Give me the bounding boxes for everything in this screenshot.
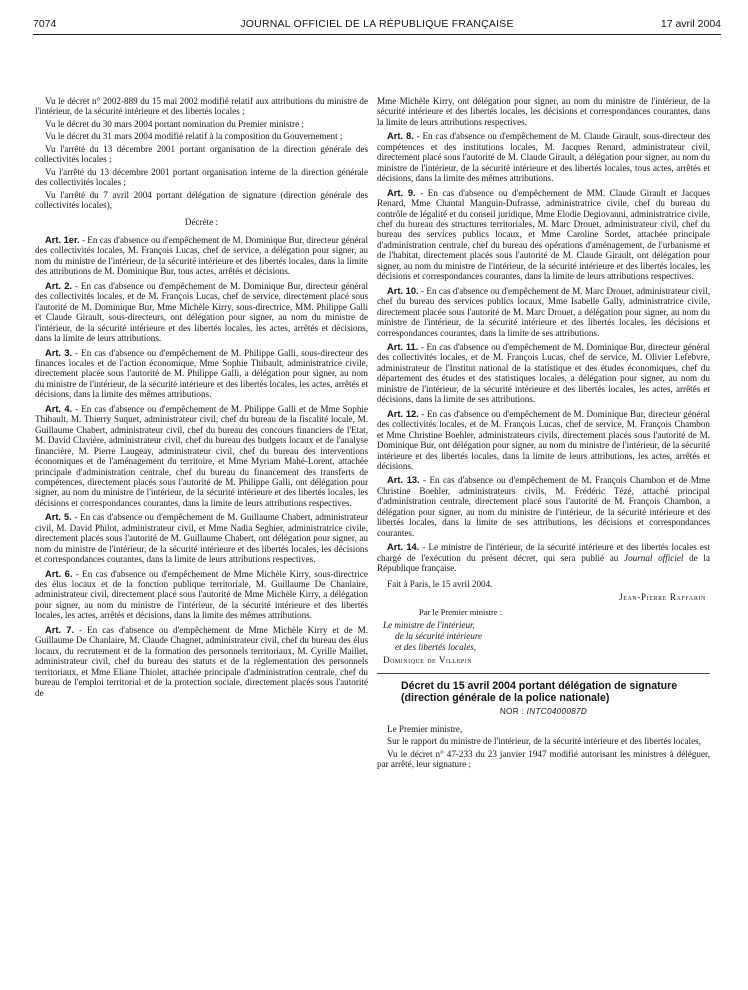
article-paragraph <box>377 286 710 338</box>
article-label: Art. 6. <box>45 568 73 579</box>
issue-date: 17 avril 2004 <box>660 18 721 30</box>
par-le-premier-ministre: Par le Premier ministre : <box>419 607 503 618</box>
article-label: Art. 8. <box>387 131 414 142</box>
article-paragraph <box>377 409 710 472</box>
article-text: - En cas d'absence ou d'empêchement de M. François Chambon et de Mme Christine Boehler, administrateurs civils, M. Frédéric Tézé, attaché principal d'administration centrale, directement placé sous l'autorité de M. François Chambon, a délégation pour signer, au nom du ministre de l'intérieur, de la sécurité intérieure et des libertés locales, dans la limite de ses attributions, les décisions et correspondances courantes. <box>377 475 710 538</box>
article-label: Art. 1er. <box>45 234 80 245</box>
journal-title: JOURNAL OFFICIEL DE LA RÉPUBLIQUE FRANÇAISE <box>240 18 514 30</box>
visa-paragraph: Vu l'arrêté du 7 avril 2004 portant délégation de signature (direction générale des collectivités locales), <box>35 189 368 211</box>
section-divider <box>377 673 710 674</box>
article-label: Art. 7. <box>45 624 75 635</box>
article-paragraph <box>35 235 368 277</box>
article-paragraph <box>377 188 710 282</box>
visa-paragraph: Vu le décret du 30 mars 2004 portant nomination du Premier ministre ; <box>45 118 304 129</box>
nor-reference <box>377 707 710 717</box>
article-paragraph <box>377 342 710 405</box>
article-text: - Le ministre de l'intérieur, de la sécurité intérieure et des libertés locales est chargé de l'exécution du présent décret, qui sera publié au <box>377 542 711 563</box>
article-text: - En cas d'absence ou d'empêchement de M. Philippe Galli et de Mme Sophie Thibault, M. Thierry Suquet, administrateur civil, chef du bureau de la fiscalité locale, M. Guillaume Chabert, administrateur civil, chef du bureau des concours financiers de l'Etat, M. David Clavière, administrateur civil, chef du bureau des budgets locaux et de l'analyse financière, M. Pierre Laugeay, administrateur civil, chef du bureau des interventions économiques et de l'aménagement du territoire, et Mme Myriam Mahé-Lorent, attachée principale d'administration centrale, chef du bureau du financement des transferts de compétences, directement placés sous l'autorité de M. Philippe Galli, ont délégation pour signer, au nom du ministre de l'intérieur, de la sécurité intérieure et des libertés locales, les décisions et correspondances courantes, dans la limite de leurs attributions respectives. <box>35 403 369 508</box>
minister-title-line: de la sécurité intérieure <box>395 630 483 641</box>
article-paragraph <box>35 512 368 564</box>
article-text: - En cas d'absence ou d'empêchement de MM. Claude Girault et Jacques Renard, Mme Chantal Manguin-Dufrasse, administratrice civile, chef du bureau du contrôle de légalité et du conseil juridique, Mme Elodie Degiovanni, administratrice civile, chef du bureau des structures territoriales, M. Marc Drouet, administrateur civil, chef du bureau des services publics locaux, et Mme Caroline Sordet, attachée principale d'administration centrale, chef du bureau des opérations d'aménagement, de l'urbanisme et de l'habitat, directement placés sous l'autorité de M. Claude Girault, ont délégation pour signer, au nom du ministre de l'intérieur, de la sécurité intérieure et des libertés locales, les décisions et correspondances courantes, dans la limite de leurs attributions respectives. <box>377 187 710 282</box>
minister-name: Dominique de Villepin <box>383 654 473 665</box>
article-text: - En cas d'absence ou d'empêchement de M. Dominique Bur, directeur général des collectivités locales, et de M. François Lucas, chef de service, M. Olivier Lefebvre, administrateur de l'Institut national de la statistique et des études économiques, chef du département des études et des statistiques locales, a délégation pour signer, au nom du ministre de l'intérieur, de la sécurité intérieure et des libertés locales, les actes, arrêtés et décisions, dans la limite de ses attributions. <box>377 341 710 405</box>
article-text: - En cas d'absence ou d'empêchement de Mme Michèle Kirry et de M. Guillaume De Chanlaire, M. Claude Chagnet, administrateur civil, chef du bureau des élus locaux, du recrutement et de la formation des personnels territoriaux, M. Cyrille Maillet, administrateur civil, chef du bureau des statuts et de la réglementation des personnels territoriaux, et Mme Eliane Thiolet, attachée principale d'administration centrale, chef du bureau de l'emploi territorial et de la protection sociale, directement placés sous l'autorité de <box>35 624 368 698</box>
article-text: - En cas d'absence ou d'empêchement de M. Dominique Bur, directeur général des collectivités locales, et de M. François Lucas, chef de service, M. François Chambon et Mme Christine Boehler, administrateurs civils, directement placés sous l'autorité de M. Dominique Bur, ont délégation pour signer, au nom du ministre de l'intérieur, de la sécurité intérieure et des libertés locales, dans la limite de leurs attributions, les actes, arrêtés et décisions. <box>377 408 710 471</box>
article-label: Art. 10. <box>387 285 419 296</box>
page-header <box>33 18 721 32</box>
decrete-heading: Décrète : <box>184 216 219 227</box>
article-text: de la République française. <box>377 552 710 574</box>
article-paragraph <box>35 281 368 344</box>
decree-line: Vu le décret n° 47-233 du 23 janvier 1947 modifié autorisant les ministres à déléguer, par arrêté, leur signature ; <box>377 748 710 770</box>
article-label: Art. 9. <box>387 187 416 198</box>
article-continuation: Mme Michèle Kirry, ont délégation pour signer, au nom du ministre de l'intérieur, de la sécurité intérieure et des libertés locales, les décisions et correspondances courantes, dans la limite de leurs attributions respectives. <box>377 96 710 127</box>
article-label: Art. 12. <box>387 408 419 419</box>
article-label: Art. 14. <box>387 542 420 553</box>
signer-name: Jean-Pierre Raffarin <box>619 591 706 602</box>
visa-paragraph: Vu l'arrêté du 13 décembre 2001 portant organisation de la direction générale des collectivités locales ; <box>35 143 368 165</box>
article-label: Art. 2. <box>45 280 72 291</box>
decree-title: Décret du 15 avril 2004 portant délégation de signature (direction générale de la police nationale) <box>401 680 678 705</box>
minister-title-line: et des libertés locales, <box>395 641 477 652</box>
article-paragraph <box>35 569 368 621</box>
article-paragraph <box>377 475 710 538</box>
article-paragraph <box>377 542 710 573</box>
journal-reference: Journal officiel <box>624 552 684 563</box>
article-paragraph <box>35 625 368 698</box>
decree-line: Le Premier ministre, <box>387 723 463 734</box>
article-text: - En cas d'absence ou d'empêchement de M. Claude Girault, sous-directeur des compétences et des institutions locales, M. Jacques Renard, administrateur civil, directement placé sous l'autorité de M. Claude Girault, a délégation pour signer, au nom du ministre de l'intérieur, de la sécurité intérieure et des libertés locales, tous actes, arrêtés et décisions, dans la limite des mêmes attributions. <box>377 131 711 184</box>
article-text: - En cas d'absence ou d'empêchement de Mme Michèle Kirry, sous-directrice des élus locaux et de la fonction publique territoriale, M. Guillaume De Chanlaire, administrateur civil, directement placé sous l'autorité de Mme Michèle Kirry, a délégation pour signer, au nom du ministre de l'intérieur, de la sécurité intérieure et des libertés locales, les actes, arrêtés et décisions, dans la limite des mêmes attributions. <box>35 568 368 621</box>
article-paragraph <box>377 131 710 183</box>
article-text: - En cas d'absence ou d'empêchement de M. Dominique Bur, directeur général des collectivités locales, M. François Lucas, chef de service, a délégation pour signer, au nom du ministre de l'intérieur, de la sécurité intérieure et des libertés locales, dans la limite des attributions de M. Dominique Bur, tous actes, arrêtés et décisions. <box>35 234 369 277</box>
visa-paragraph: Vu le décret du 31 mars 2004 modifié relatif à la composition du Gouvernement ; <box>45 131 343 142</box>
header-rule <box>33 34 721 35</box>
article-text: - En cas d'absence ou d'empêchement de M. Dominique Bur, directeur général des collectivités locales, et de M. François Lucas, chef de service, directement placé sous l'autorité de M. Dominique Bur, Mme Michèle Kirry, sous-directrice, MM. Philippe Galli et Claude Girault, sous-directeurs, ont délégation pour signer, au nom du ministre de l'intérieur, de la sécurité intérieure et des libertés locales, les actes, arrêtés et décisions, dans la limite de leurs attributions. <box>35 280 368 344</box>
article-text: - En cas d'absence ou d'empêchement de M. Guillaume Chabert, administrateur civil, M. David Philot, administrateur civil, et Mme Nadia Seghier, administratrice civile, directement placés sous l'autorité de M. Guillaume Chabert, ont délégation pour signer, au nom du ministre de l'intérieur, de la sécurité intérieure et des libertés locales, les décisions et correspondances courantes, dans la limite de leurs attributions respectives. <box>35 512 368 565</box>
article-label: Art. 11. <box>387 341 419 352</box>
article-text: - En cas d'absence ou d'empêchement de M. Philippe Galli, sous-directeur des finances locales et de l'action économique, Mme Sophie Thibault, administratrice civile, directement placée sous l'autorité de M. Philippe Galli, a délégation pour signer, au nom du ministre de l'intérieur, de la sécurité intérieure et des libertés locales, les actes, arrêtés et décisions, dans la limite des mêmes attributions. <box>35 347 368 400</box>
article-label: Art. 5. <box>45 512 72 523</box>
article-label: Art. 13. <box>387 475 420 486</box>
minister-title-line: Le ministre de l'intérieur, <box>383 619 475 630</box>
article-text: - En cas d'absence ou d'empêchement de M. Marc Drouet, administrateur civil, chef du bureau des services publics locaux, Mme Isabelle Gally, administratrice civile, directement placée sous l'autorité de M. Marc Drouet, a délégation pour signer, au nom du ministre de l'intérieur, de la sécurité intérieure et des libertés locales, les décisions et correspondances courantes, dans la limite de ses attributions. <box>377 285 710 338</box>
nor-label: NOR : <box>499 707 527 717</box>
decree-line: Sur le rapport du ministre de l'intérieur, de la sécurité intérieure et des libertés locales, <box>387 736 701 747</box>
right-column <box>377 96 710 770</box>
place-date: Fait à Paris, le 15 avril 2004. <box>387 579 493 590</box>
page-number: 7074 <box>33 18 57 30</box>
article-paragraph <box>35 348 368 400</box>
article-label: Art. 3. <box>45 347 73 358</box>
visa-paragraph: Vu l'arrêté du 13 décembre 2001 portant organisation interne de la direction générale des collectivités locales ; <box>35 166 368 188</box>
article-label: Art. 4. <box>45 403 73 414</box>
article-paragraph <box>35 404 368 509</box>
nor-code: INTC0400087D <box>526 707 588 717</box>
minister-title <box>377 620 710 653</box>
left-column <box>35 96 368 698</box>
visa-paragraph: Vu le décret n° 2002-889 du 15 mai 2002 modifié relatif aux attributions du ministre de l'intérieur, de la sécurité intérieure et des libertés locales ; <box>35 96 368 117</box>
